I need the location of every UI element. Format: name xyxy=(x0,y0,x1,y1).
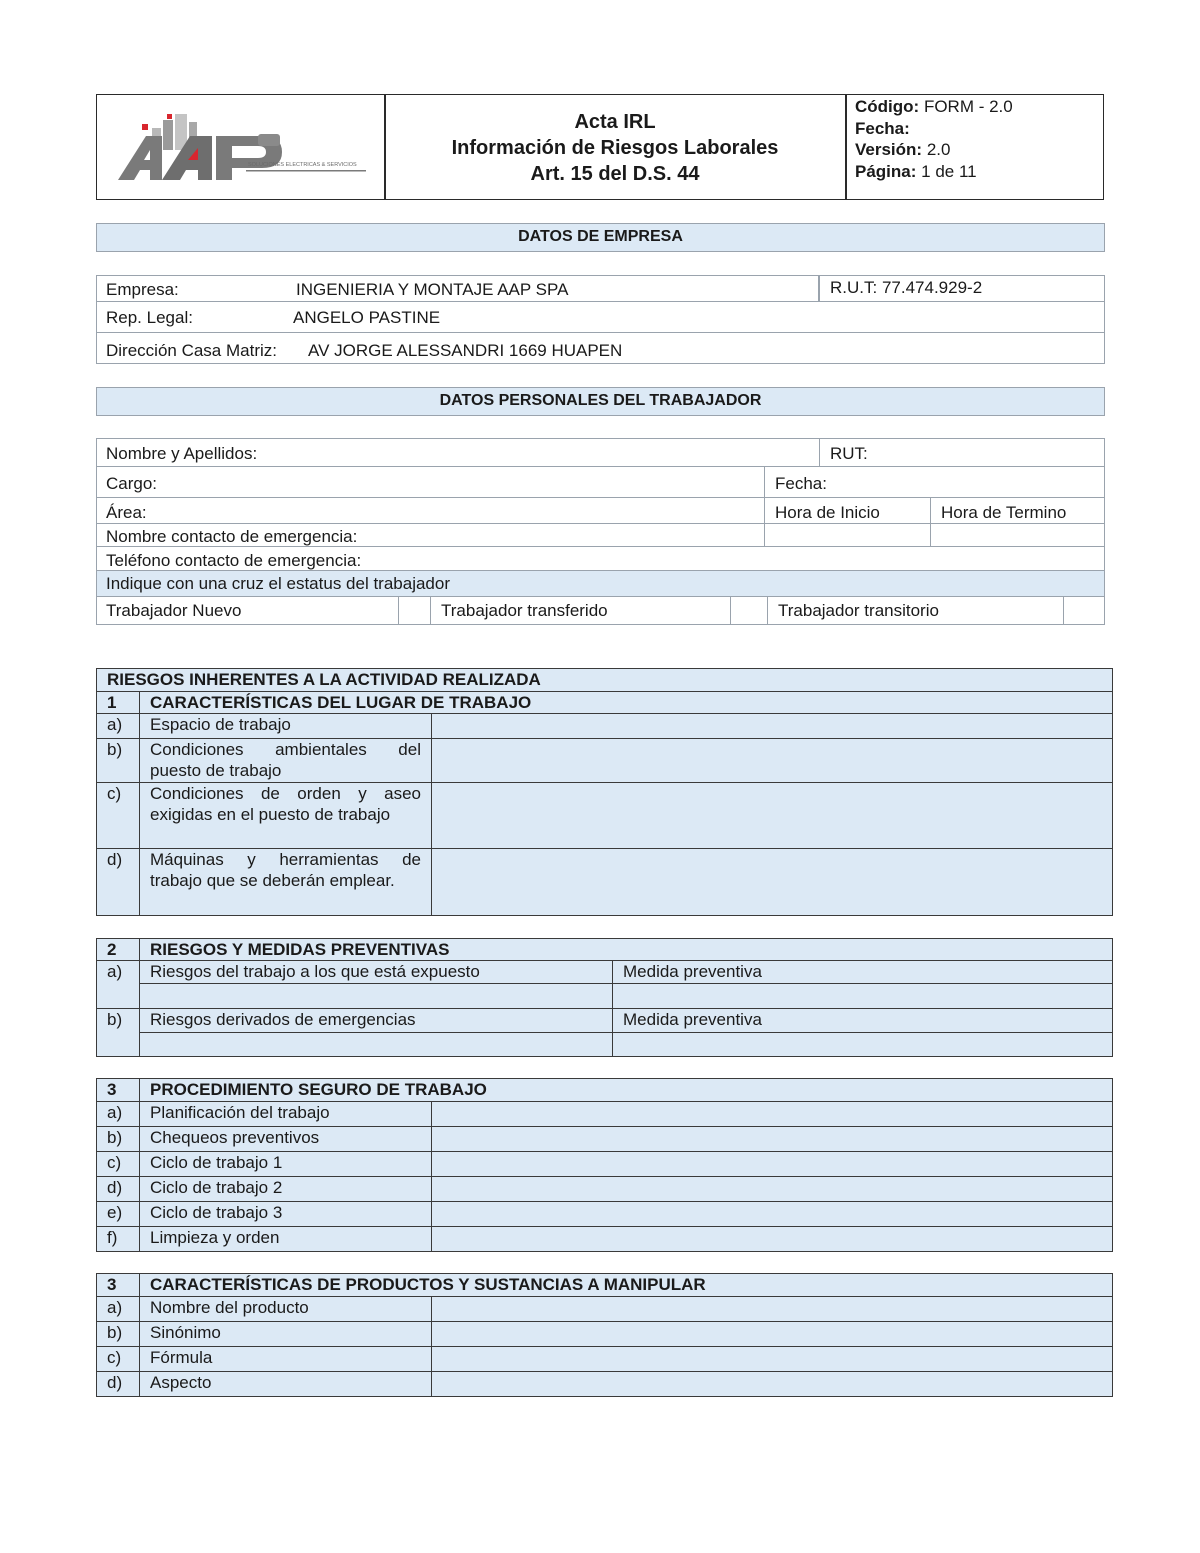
s3-num: 3 xyxy=(97,1079,140,1102)
s1-title: CARACTERÍSTICAS DEL LUGAR DE TRABAJO xyxy=(140,692,1113,714)
section-datos-trabajador: DATOS PERSONALES DEL TRABAJADOR xyxy=(96,387,1105,416)
area-label: Área: xyxy=(106,503,147,522)
s2-riesgo-input[interactable] xyxy=(140,1033,613,1057)
s3-row-letter: c) xyxy=(97,1152,140,1177)
s3-row-label: Chequeos preventivos xyxy=(140,1127,432,1152)
title-line-2: Información de Riesgos Laborales xyxy=(451,137,779,159)
s4-row-value[interactable] xyxy=(432,1372,1113,1397)
s1-row-label: Espacio de trabajo xyxy=(140,714,432,739)
logo-tagline: SOLUCIONES ELECTRICAS & SERVICIOS xyxy=(248,162,357,168)
s3-title: PROCEDIMIENTO SEGURO DE TRABAJO xyxy=(140,1079,1113,1102)
riesgos-title: RIESGOS INHERENTES A LA ACTIVIDAD REALIZADA xyxy=(97,669,1113,692)
estatus-label: Indique con una cruz el estatus del trabajador xyxy=(106,574,451,593)
s1-row-letter: c) xyxy=(97,783,140,849)
company-logo xyxy=(112,110,372,188)
s1-row-value[interactable] xyxy=(432,714,1113,739)
transitorio-checkbox[interactable] xyxy=(1063,596,1105,625)
s1-row-letter: b) xyxy=(97,739,140,783)
s1-row-label: Condiciones de orden y aseo exigidas en el puesto de trabajo xyxy=(140,783,432,849)
cargo-row xyxy=(96,466,765,498)
s2-medida-input[interactable] xyxy=(613,984,1113,1009)
rep-legal-row xyxy=(96,301,1105,333)
s3-row-value[interactable] xyxy=(432,1127,1113,1152)
direccion-label: Dirección Casa Matriz: xyxy=(106,341,277,360)
meta-fecha: Fecha: xyxy=(855,118,910,138)
s3-row-label: Ciclo de trabajo 3 xyxy=(140,1202,432,1227)
s2-medida-label: Medida preventiva xyxy=(613,1009,1113,1033)
empresa-rut: R.U.T: 77.474.929-2 xyxy=(830,278,983,297)
section-datos-empresa: DATOS DE EMPRESA xyxy=(96,223,1105,252)
s4-row-value[interactable] xyxy=(432,1297,1113,1322)
s4-row-letter: b) xyxy=(97,1322,140,1347)
s3-row-letter: b) xyxy=(97,1127,140,1152)
s3-row-letter: e) xyxy=(97,1202,140,1227)
s1-row-value[interactable] xyxy=(432,739,1113,783)
empresa-label: Empresa: xyxy=(106,280,179,299)
telefono-label: Teléfono contacto de emergencia: xyxy=(106,551,362,570)
s4-title: CARACTERÍSTICAS DE PRODUCTOS Y SUSTANCIAS A MANIPULAR xyxy=(140,1274,1113,1297)
s3-row-label: Limpieza y orden xyxy=(140,1227,432,1252)
s2-row-label: Riesgos derivados de emergencias xyxy=(140,1009,613,1033)
s1-num: 1 xyxy=(97,692,140,714)
document-meta xyxy=(855,96,1100,182)
fecha-trabajador-label: Fecha: xyxy=(775,474,827,493)
s4-row-label: Sinónimo xyxy=(140,1322,432,1347)
nuevo-checkbox[interactable] xyxy=(398,596,431,625)
meta-codigo: Código: FORM - 2.0 xyxy=(855,97,1013,116)
procedimiento-table xyxy=(96,1078,1113,1252)
s1-row-label: Condiciones ambientales del puesto de trabajo xyxy=(140,739,432,783)
hora-termino-label: Hora de Termino xyxy=(941,503,1067,522)
s3-row-letter: d) xyxy=(97,1177,140,1202)
nombre-label: Nombre y Apellidos: xyxy=(106,444,258,463)
s2-row-label: Riesgos del trabajo a los que está expuesto xyxy=(140,961,613,984)
rep-legal-label: Rep. Legal: xyxy=(106,308,193,327)
s4-row-letter: c) xyxy=(97,1347,140,1372)
riesgos-medidas-table xyxy=(96,938,1113,1057)
meta-pagina: Página: 1 de 11 xyxy=(855,161,977,181)
productos-table xyxy=(96,1273,1113,1397)
s2-title: RIESGOS Y MEDIDAS PREVENTIVAS xyxy=(140,939,1113,961)
title-line-3: Art. 15 del D.S. 44 xyxy=(530,163,700,185)
document-title xyxy=(386,109,844,187)
s1-row-label: Máquinas y herramientas de trabajo que se deberán emplear. xyxy=(140,849,432,916)
direccion-value: AV JORGE ALESSANDRI 1669 HUAPEN xyxy=(308,341,623,360)
s4-row-letter: d) xyxy=(97,1372,140,1397)
rep-legal-value: ANGELO PASTINE xyxy=(293,308,441,327)
transferido-label: Trabajador transferido xyxy=(441,601,608,620)
transferido-checkbox[interactable] xyxy=(730,596,768,625)
s2-medida-input[interactable] xyxy=(613,1033,1113,1057)
riesgos-lugar-table xyxy=(96,668,1113,916)
s2-medida-label: Medida preventiva xyxy=(613,961,1113,984)
s1-row-letter: d) xyxy=(97,849,140,916)
s4-row-value[interactable] xyxy=(432,1347,1113,1372)
s4-num: 3 xyxy=(97,1274,140,1297)
hora-inicio-label: Hora de Inicio xyxy=(775,503,880,522)
s2-riesgo-input[interactable] xyxy=(140,984,613,1009)
title-line-1: Acta IRL xyxy=(574,111,656,133)
logo-graphic xyxy=(112,110,372,188)
header-divider-2 xyxy=(845,94,847,200)
s3-row-value[interactable] xyxy=(432,1152,1113,1177)
s3-row-value[interactable] xyxy=(432,1102,1113,1127)
s4-row-label: Aspecto xyxy=(140,1372,432,1397)
s4-row-letter: a) xyxy=(97,1297,140,1322)
s4-row-label: Nombre del producto xyxy=(140,1297,432,1322)
s3-row-value[interactable] xyxy=(432,1202,1113,1227)
s3-row-label: Planificación del trabajo xyxy=(140,1102,432,1127)
hora-termino-value-cell[interactable] xyxy=(930,523,1105,547)
s3-row-letter: a) xyxy=(97,1102,140,1127)
s3-row-value[interactable] xyxy=(432,1227,1113,1252)
s3-row-label: Ciclo de trabajo 2 xyxy=(140,1177,432,1202)
s2-row-letter: a) xyxy=(97,961,140,1009)
cargo-label: Cargo: xyxy=(106,474,158,493)
s4-row-label: Fórmula xyxy=(140,1347,432,1372)
s4-row-value[interactable] xyxy=(432,1322,1113,1347)
s1-row-letter: a) xyxy=(97,714,140,739)
s2-row-letter: b) xyxy=(97,1009,140,1057)
s1-row-value[interactable] xyxy=(432,783,1113,849)
empresa-value: INGENIERIA Y MONTAJE AAP SPA xyxy=(296,280,569,299)
s3-row-letter: f) xyxy=(97,1227,140,1252)
nuevo-label: Trabajador Nuevo xyxy=(106,601,242,620)
rut-trabajador-label: RUT: xyxy=(830,444,868,463)
hora-inicio-value-cell[interactable] xyxy=(764,523,931,547)
s3-row-value[interactable] xyxy=(432,1177,1113,1202)
meta-version: Versión: 2.0 xyxy=(855,140,951,159)
contacto-label: Nombre contacto de emergencia: xyxy=(106,527,358,546)
area-row xyxy=(96,497,765,524)
s2-num: 2 xyxy=(97,939,140,961)
s3-row-label: Ciclo de trabajo 1 xyxy=(140,1152,432,1177)
s1-row-value[interactable] xyxy=(432,849,1113,916)
transitorio-label: Trabajador transitorio xyxy=(778,601,939,620)
